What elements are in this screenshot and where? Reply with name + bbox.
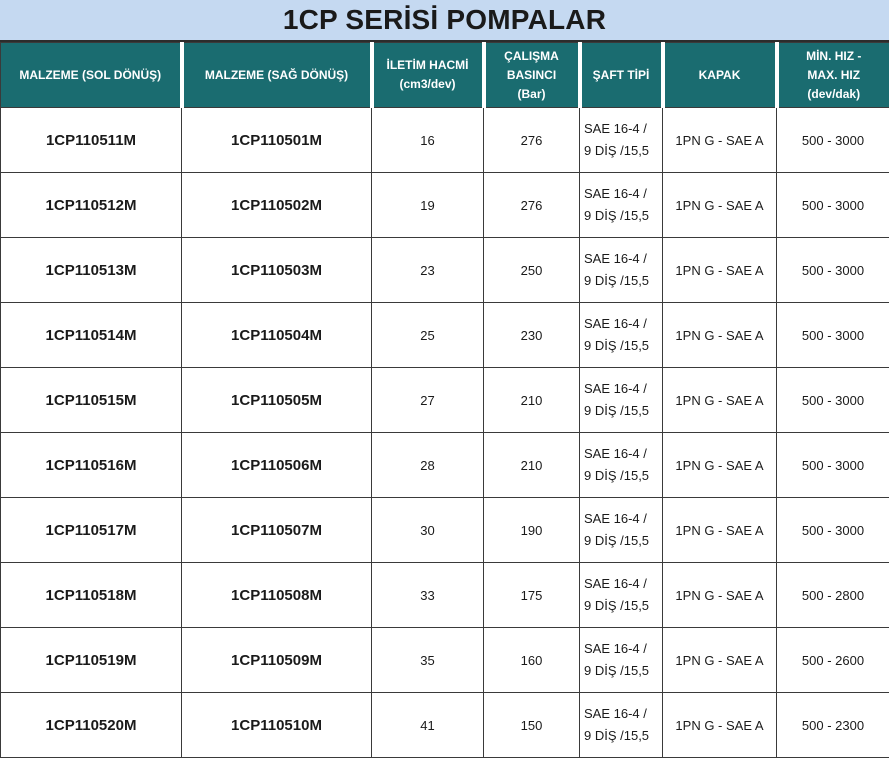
cell-material-left: 1CP110520M [1,693,182,758]
cell-material-right: 1CP110507M [182,498,372,563]
shaft-line: 9 DİŞ /15,5 [584,728,650,743]
table-row [1,303,889,368]
header-line: ÇALIŞMA [504,48,559,63]
cell-pressure: 210 [484,433,580,498]
cell-material-right: 1CP110505M [182,368,372,433]
shaft-line: SAE 16-4 / [584,576,647,591]
cell-shaft-type [580,563,663,628]
table-row [1,238,889,303]
table-row [1,173,889,238]
cell-displacement: 23 [372,238,484,303]
table-row [1,693,889,758]
header-speed [777,43,889,108]
table-body [1,108,889,758]
cell-material-left: 1CP110515M [1,368,182,433]
table-row [1,563,889,628]
cell-displacement: 30 [372,498,484,563]
title-bar [0,0,889,42]
shaft-line: 9 DİŞ /15,5 [584,208,650,223]
cell-pressure: 175 [484,563,580,628]
shaft-line: SAE 16-4 / [584,381,647,396]
shaft-line: SAE 16-4 / [584,511,647,526]
header-line: (Bar) [517,86,546,101]
cell-speed: 500 - 3000 [777,173,889,238]
cell-cover: 1PN G - SAE A [663,693,777,758]
cell-speed: 500 - 3000 [777,498,889,563]
cell-pressure: 150 [484,693,580,758]
cell-displacement: 25 [372,303,484,368]
cell-material-right: 1CP110501M [182,108,372,173]
cell-material-left: 1CP110517M [1,498,182,563]
header-row [1,43,889,108]
shaft-line: 9 DİŞ /15,5 [584,663,650,678]
cell-shaft-type [580,498,663,563]
header-displacement [372,43,484,108]
cell-material-right: 1CP110502M [182,173,372,238]
cell-material-right: 1CP110503M [182,238,372,303]
cell-cover: 1PN G - SAE A [663,303,777,368]
cell-shaft-type [580,238,663,303]
cell-shaft-type [580,173,663,238]
cell-speed: 500 - 2300 [777,693,889,758]
cell-cover: 1PN G - SAE A [663,368,777,433]
cell-speed: 500 - 2800 [777,563,889,628]
cell-pressure: 276 [484,173,580,238]
cell-pressure: 230 [484,303,580,368]
cell-shaft-type [580,433,663,498]
header-line: MAX. HIZ [807,67,861,82]
header-line: MALZEME (SAĞ DÖNÜŞ) [204,67,349,82]
header-pressure [484,43,580,108]
header-shaft-type [580,43,663,108]
cell-speed: 500 - 3000 [777,368,889,433]
cell-material-left: 1CP110518M [1,563,182,628]
cell-speed: 500 - 2600 [777,628,889,693]
cell-cover: 1PN G - SAE A [663,108,777,173]
shaft-line: SAE 16-4 / [584,706,647,721]
shaft-line: SAE 16-4 / [584,641,647,656]
cell-material-right: 1CP110510M [182,693,372,758]
cell-displacement: 33 [372,563,484,628]
header-material-left [1,43,182,108]
header-line: BASINCI [506,67,557,82]
cell-speed: 500 - 3000 [777,433,889,498]
cell-displacement: 35 [372,628,484,693]
cell-material-right: 1CP110504M [182,303,372,368]
cell-cover: 1PN G - SAE A [663,628,777,693]
header-line: MALZEME (SOL DÖNÜŞ) [19,67,162,82]
pump-table [0,42,889,758]
cell-shaft-type [580,628,663,693]
cell-displacement: 28 [372,433,484,498]
cell-displacement: 16 [372,108,484,173]
cell-material-left: 1CP110519M [1,628,182,693]
cell-shaft-type [580,108,663,173]
shaft-line: 9 DİŞ /15,5 [584,273,650,288]
header-line: ŞAFT TİPİ [592,67,650,82]
cell-shaft-type [580,303,663,368]
cell-material-right: 1CP110509M [182,628,372,693]
header-line: (dev/dak) [807,86,861,101]
shaft-line: 9 DİŞ /15,5 [584,598,650,613]
shaft-line: 9 DİŞ /15,5 [584,468,650,483]
shaft-line: 9 DİŞ /15,5 [584,403,650,418]
cell-pressure: 250 [484,238,580,303]
shaft-line: SAE 16-4 / [584,121,647,136]
shaft-line: SAE 16-4 / [584,316,647,331]
table-row [1,108,889,173]
cell-displacement: 19 [372,173,484,238]
cell-cover: 1PN G - SAE A [663,173,777,238]
shaft-line: SAE 16-4 / [584,251,647,266]
shaft-line: SAE 16-4 / [584,446,647,461]
shaft-line: 9 DİŞ /15,5 [584,143,650,158]
shaft-line: SAE 16-4 / [584,186,647,201]
shaft-line: 9 DİŞ /15,5 [584,533,650,548]
cell-displacement: 27 [372,368,484,433]
header-material-right [182,43,372,108]
cell-material-left: 1CP110512M [1,173,182,238]
cell-pressure: 160 [484,628,580,693]
cell-pressure: 276 [484,108,580,173]
table-row [1,628,889,693]
cell-pressure: 210 [484,368,580,433]
cell-speed: 500 - 3000 [777,238,889,303]
cell-cover: 1PN G - SAE A [663,238,777,303]
cell-pressure: 190 [484,498,580,563]
cell-material-right: 1CP110508M [182,563,372,628]
cell-shaft-type [580,368,663,433]
header-line: KAPAK [698,67,741,82]
shaft-line: 9 DİŞ /15,5 [584,338,650,353]
cell-speed: 500 - 3000 [777,303,889,368]
cell-material-right: 1CP110506M [182,433,372,498]
header-line: (cm3/dev) [399,77,456,91]
cell-cover: 1PN G - SAE A [663,498,777,563]
cell-material-left: 1CP110516M [1,433,182,498]
cell-displacement: 41 [372,693,484,758]
table-row [1,368,889,433]
header-line: MİN. HIZ - [806,48,862,63]
table-row [1,498,889,563]
page-title: 1CP SERİSİ POMPALAR [282,4,607,35]
table-row [1,433,889,498]
cell-cover: 1PN G - SAE A [663,563,777,628]
cell-material-left: 1CP110514M [1,303,182,368]
cell-material-left: 1CP110511M [1,108,182,173]
cell-shaft-type [580,693,663,758]
cell-material-left: 1CP110513M [1,238,182,303]
cell-cover: 1PN G - SAE A [663,433,777,498]
header-cover [663,43,777,108]
header-line: İLETİM HACMİ [386,58,469,72]
cell-speed: 500 - 3000 [777,108,889,173]
